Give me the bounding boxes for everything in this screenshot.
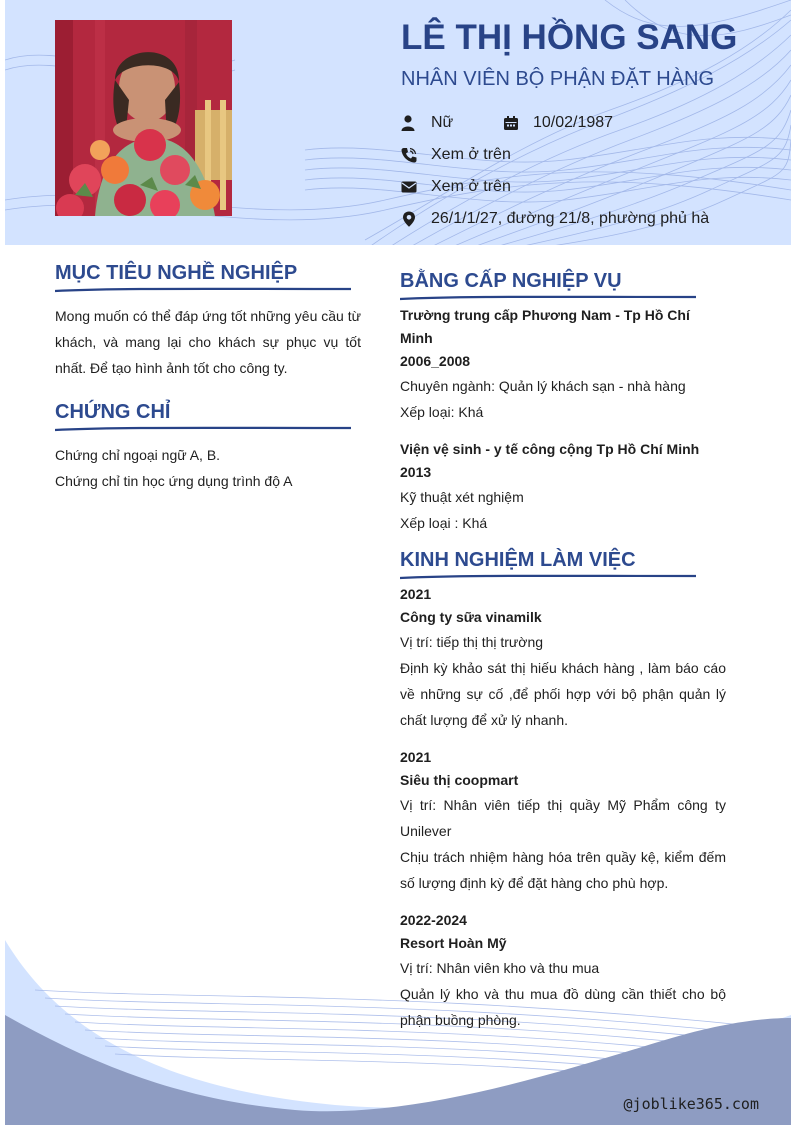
experience-period: 2022-2024 bbox=[400, 912, 467, 928]
experience-entry bbox=[400, 746, 726, 896]
education-period: 2013 bbox=[400, 464, 432, 480]
experience-position: Vị trí: tiếp thị thị trường bbox=[400, 634, 544, 650]
gender-value: Nữ bbox=[431, 114, 454, 131]
user-icon bbox=[401, 115, 417, 131]
resume-page bbox=[5, 0, 791, 1125]
experience-heading: KINH NGHIỆM LÀM VIỆC bbox=[400, 549, 636, 571]
experience-entry bbox=[400, 583, 726, 733]
objective-heading: MỤC TIÊU NGHỀ NGHIỆP bbox=[55, 262, 298, 284]
experience-description: Định kỳ khảo sát thị hiếu khách hàng , làm báo cáo về những sự cố ,để phối hợp với bộ phận quản lý chất lượng để xử lý nhanh. bbox=[400, 660, 726, 728]
education-grade: Xếp loại: Khá bbox=[400, 404, 484, 420]
objective-underline bbox=[55, 286, 351, 294]
footer-credit: @joblike365.com bbox=[623, 1095, 759, 1113]
address-value: 26/1/1/27, đường 21/8, phường phủ hà bbox=[431, 210, 710, 227]
certificate-item: Chứng chỉ ngoại ngữ A, B. bbox=[55, 447, 221, 463]
certificate-item: Chứng chỉ tin học ứng dụng trình độ A bbox=[55, 473, 293, 489]
experience-position: Vị trí: Nhân viên tiếp thị quầy Mỹ Phẩm công ty Unilever bbox=[400, 797, 726, 839]
birthdate-value: 10/02/1987 bbox=[533, 114, 614, 131]
education-entry bbox=[400, 438, 726, 536]
right-column bbox=[400, 270, 726, 1046]
experience-description: Chịu trách nhiệm hàng hóa trên quầy kệ, kiểm đếm số lượng định kỳ để đặt hàng cho phù hợp. bbox=[400, 849, 726, 891]
experience-company: Resort Hoàn Mỹ bbox=[400, 935, 507, 951]
profile-photo bbox=[55, 20, 232, 216]
experience-company: Công ty sữa vinamilk bbox=[400, 609, 542, 625]
phone-value: Xem ở trên bbox=[431, 146, 511, 163]
candidate-name: LÊ THỊ HỒNG SANG bbox=[401, 18, 738, 57]
education-major: Chuyên ngành: Quản lý khách sạn - nhà hàng bbox=[400, 378, 686, 394]
certificates-list bbox=[55, 442, 361, 494]
experience-underline bbox=[400, 573, 696, 581]
experience-description: Quản lý kho và thu mua đồ dùng cần thiết cho bộ phận buồng phòng. bbox=[400, 986, 726, 1028]
experience-entry bbox=[400, 909, 726, 1033]
experience-period: 2021 bbox=[400, 586, 432, 602]
certificates-heading: CHỨNG CHỈ bbox=[55, 401, 171, 423]
experience-period: 2021 bbox=[400, 749, 432, 765]
education-entry bbox=[400, 304, 726, 425]
education-school: Trường trung cấp Phương Nam - Tp Hồ Chí Minh bbox=[400, 307, 690, 346]
envelope-icon bbox=[401, 179, 417, 195]
job-title: NHÂN VIÊN BỘ PHẬN ĐẶT HÀNG bbox=[401, 68, 715, 90]
experience-company: Siêu thị coopmart bbox=[400, 772, 519, 788]
phone-icon bbox=[401, 147, 417, 163]
map-pin-icon bbox=[401, 211, 417, 227]
email-value: Xem ở trên bbox=[431, 178, 511, 195]
left-column bbox=[55, 262, 361, 494]
education-underline bbox=[400, 294, 696, 302]
certificates-underline bbox=[55, 425, 351, 433]
education-school: Viện vệ sinh - y tế công cộng Tp Hồ Chí Minh bbox=[400, 441, 700, 457]
experience-position: Vị trí: Nhân viên kho và thu mua bbox=[400, 960, 600, 976]
header-banner bbox=[5, 0, 791, 245]
objective-text: Mong muốn có thể đáp ứng tốt những yêu cầu từ khách, và mang lại cho khách sự phục vụ tốt nhất. Để tạo hình ảnh tốt cho công ty. bbox=[55, 308, 361, 376]
education-period: 2006_2008 bbox=[400, 353, 471, 369]
calendar-icon bbox=[503, 115, 519, 131]
education-grade: Xếp loại : Khá bbox=[400, 515, 488, 531]
education-major: Kỹ thuật xét nghiệm bbox=[400, 489, 524, 505]
education-heading: BẰNG CẤP NGHIỆP VỤ bbox=[400, 270, 622, 292]
